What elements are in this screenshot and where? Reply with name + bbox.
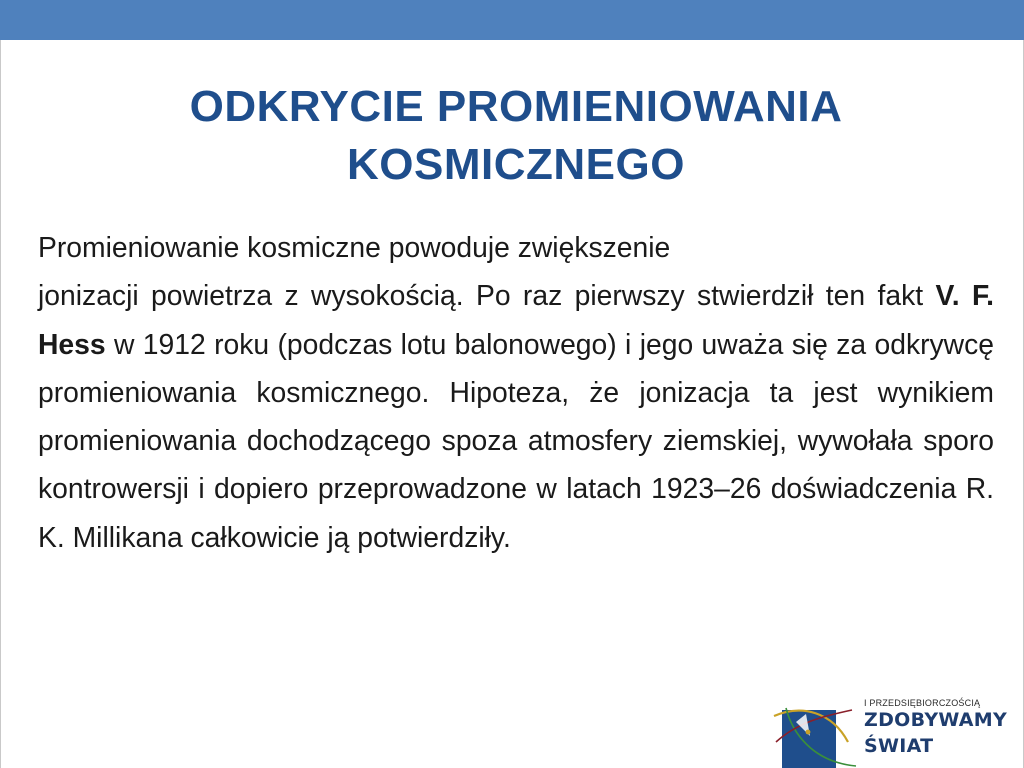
- logo-tagline: I PRZEDSIĘBIORCZOŚCIĄ: [864, 698, 981, 708]
- body-paragraph: [38, 223, 994, 561]
- slide-title: [40, 78, 992, 194]
- project-logo: [772, 694, 1024, 768]
- logo-title-line-1: ZDOBYWAMY: [864, 709, 1008, 731]
- slide-title-line-1: ODKRYCIE PROMIENIOWANIA: [189, 82, 843, 131]
- orbit-emblem-icon: [772, 702, 858, 768]
- header-bar: [0, 0, 1024, 40]
- slide-title-line-2: KOSMICZNEGO: [347, 140, 685, 189]
- paragraph-text-part-1: jonizacji powietrza z wysokością. Po raz pierwszy stwierdził ten fakt: [38, 279, 936, 312]
- scientist-name: V. F. Hess: [38, 279, 994, 360]
- slide-border-left: [0, 40, 1, 768]
- paragraph-text-part-2: w 1912 roku (podczas lotu balonowego) i jego uważa się za odkrywcę promieniowania kosmicznego. Hipoteza, że jonizacja ta jest wynikiem promieniowania dochodzącego spoza atmosfery ziemskiej, wywołała sporo kontrowersji i dopiero przeprowadzone w latach 1923–26 doświadczenia R. K. Millikana całkowicie ją potwierdziły.: [38, 327, 994, 553]
- paragraph-first-line: Promieniowanie kosmiczne powoduje zwiększenie: [38, 231, 671, 263]
- logo-title-line-2: ŚWIAT: [864, 735, 934, 757]
